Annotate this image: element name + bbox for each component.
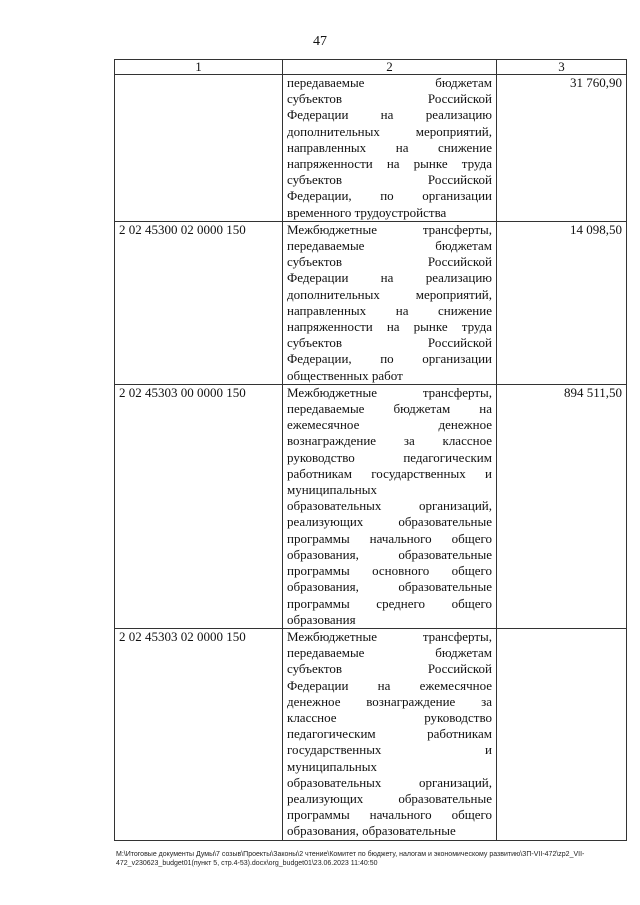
description-line: напряженности на рынке труда <box>287 319 492 335</box>
table-row <box>115 75 627 222</box>
description-line: Федерации на реализацию <box>287 107 492 123</box>
description-line: Федерации, по организации <box>287 351 492 367</box>
description-line: денежное вознаграждение за <box>287 693 492 709</box>
table-row <box>115 384 627 628</box>
description-line: реализующих образовательные <box>287 514 492 530</box>
description-line: общественных работ <box>287 367 403 383</box>
column-header-2: 2 <box>283 60 497 75</box>
description-line: Межбюджетные трансферты, <box>287 628 492 644</box>
table-header-row <box>115 60 627 75</box>
description-line: направленных на снижение <box>287 302 492 318</box>
description-line: реализующих образовательные <box>287 790 492 806</box>
description-line: субъектов Российской <box>287 91 492 107</box>
description-line: дополнительных мероприятий, <box>287 123 492 139</box>
description-line: программы основного общего <box>287 563 492 579</box>
description-line: педагогическим работникам <box>287 726 492 742</box>
description-line: образовательных организаций, <box>287 498 492 514</box>
description-line: передаваемые бюджетам <box>287 645 492 661</box>
description-line: субъектов Российской <box>287 172 492 188</box>
description-cell <box>283 75 497 222</box>
description-line: ежемесячное денежное <box>287 417 492 433</box>
description-line: образования, образовательные <box>287 579 492 595</box>
description-line: муниципальных <box>287 482 378 498</box>
budget-table <box>114 59 627 841</box>
column-header-1: 1 <box>115 60 283 75</box>
description-line: руководство педагогическим <box>287 449 492 465</box>
description-line: передаваемые бюджетам <box>287 238 492 254</box>
description-line: классное руководство <box>287 709 492 725</box>
description-line: Межбюджетные трансферты, <box>287 384 492 400</box>
table-row <box>115 221 627 384</box>
table-row <box>115 628 627 840</box>
document-footer <box>116 850 626 868</box>
description-cell <box>283 221 497 384</box>
description-line: государственных и <box>287 742 492 758</box>
description-line: программы начального общего <box>287 530 492 546</box>
footer-path-line-1: M:\Итоговые документы Думы\7 созыв\Проекты\Законы\2 чтение\Комитет по бюджету, налогам и экономическому развитию\ЗП-VII-472\zp2_VII- <box>116 851 585 858</box>
description-line: субъектов Российской <box>287 661 492 677</box>
description-line: Федерации на ежемесячное <box>287 677 492 693</box>
footer-path-line-2: 472_v230623_budget01(пункт 5, стр.4-53).docx\org_budget01\23.06.2023 11:40:50 <box>116 860 378 867</box>
amount-cell: 894 511,50 <box>497 384 627 628</box>
description-line: напряженности на рынке труда <box>287 156 492 172</box>
budget-code-cell: 2 02 45303 02 0000 150 <box>115 628 283 840</box>
description-line: вознаграждение за классное <box>287 433 492 449</box>
column-header-3: 3 <box>497 60 627 75</box>
amount-cell: 14 098,50 <box>497 221 627 384</box>
description-line: образовательных организаций, <box>287 774 492 790</box>
description-line: программы среднего общего <box>287 595 492 611</box>
description-cell <box>283 384 497 628</box>
description-line: программы начального общего <box>287 807 492 823</box>
amount-cell: 31 760,90 <box>497 75 627 222</box>
page-number: 47 <box>313 34 327 49</box>
description-line: Федерации на реализацию <box>287 270 492 286</box>
description-line: Федерации, по организации <box>287 188 492 204</box>
budget-code-cell: 2 02 45300 02 0000 150 <box>115 221 283 384</box>
description-line: направленных на снижение <box>287 139 492 155</box>
budget-code-cell: 2 02 45303 00 0000 150 <box>115 384 283 628</box>
description-line: дополнительных мероприятий, <box>287 286 492 302</box>
description-line: образования <box>287 611 356 627</box>
description-cell <box>283 628 497 840</box>
description-line: образования, образовательные <box>287 546 492 562</box>
description-line: передаваемые бюджетам <box>287 75 492 90</box>
description-line: образования, образовательные <box>287 823 456 839</box>
description-line: субъектов Российской <box>287 335 492 351</box>
description-line: временного трудоустройства <box>287 204 447 220</box>
description-line: передаваемые бюджетам на <box>287 401 492 417</box>
budget-code-cell <box>115 75 283 222</box>
amount-cell <box>497 628 627 840</box>
description-line: работникам государственных и <box>287 465 492 481</box>
description-line: муниципальных <box>287 758 378 774</box>
description-line: субъектов Российской <box>287 254 492 270</box>
description-line: Межбюджетные трансферты, <box>287 221 492 237</box>
